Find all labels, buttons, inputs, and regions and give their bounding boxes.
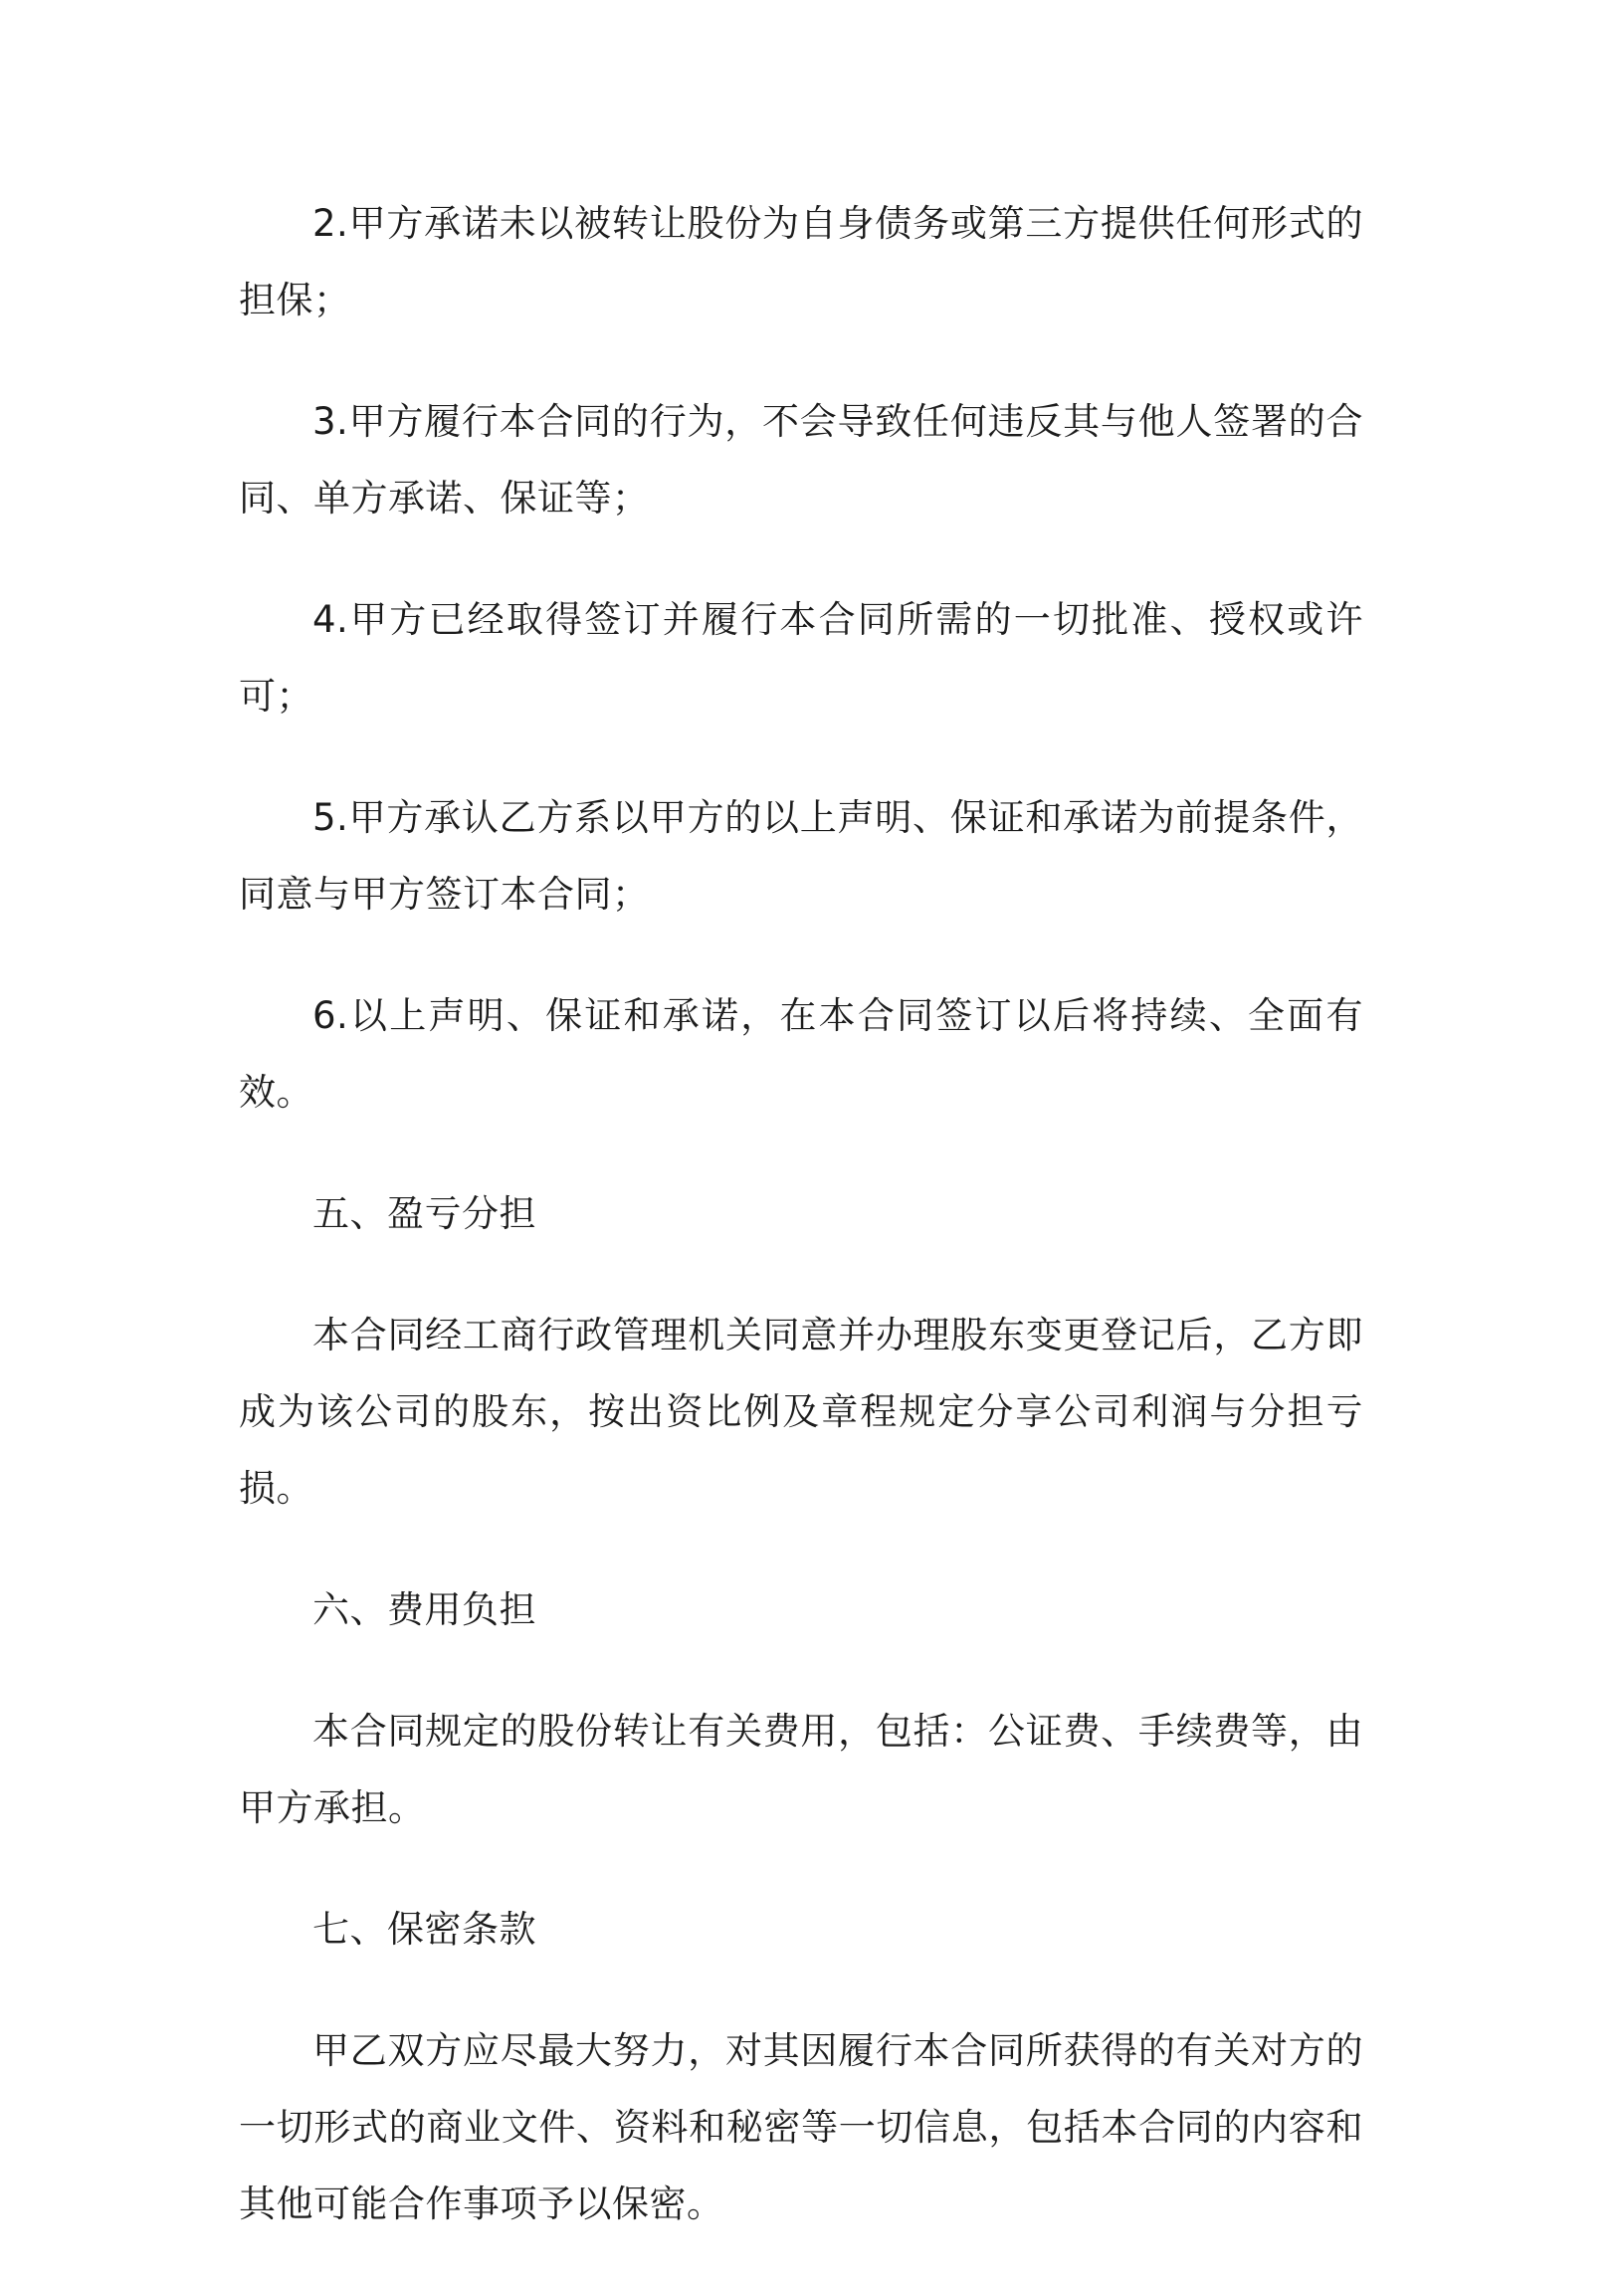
clause-item-2: 2.甲方承诺未以被转让股份为自身债务或第三方提供任何形式的担保； — [239, 202, 1363, 321]
document-body — [239, 185, 1363, 2287]
clause-item-3: 3.甲方履行本合同的行为，不会导致任何违反其与他人签署的合同、单方承诺、保证等； — [239, 400, 1363, 520]
section-body-profit-loss: 本合同经工商行政管理机关同意并办理股东变更登记后，乙方即成为该公司的股东，按出资比例及章程规定分享公司利润与分担亏损。 — [239, 1314, 1363, 1510]
section-body-confidentiality: 甲乙双方应尽最大努力，对其因履行本合同所获得的有关对方的一切形式的商业文件、资料和秘密等一切信息，包括本合同的内容和其他可能合作事项予以保密。 — [239, 2029, 1363, 2225]
clause-item-5: 5.甲方承认乙方系以甲方的以上声明、保证和承诺为前提条件，同意与甲方签订本合同； — [239, 796, 1363, 916]
clause-item-4: 4.甲方已经取得签订并履行本合同所需的一切批准、授权或许可； — [239, 598, 1363, 718]
section-heading-expenses: 六、费用负担 — [312, 1588, 536, 1631]
section-heading-profit-loss: 五、盈亏分担 — [312, 1192, 536, 1235]
clause-item-6: 6.以上声明、保证和承诺，在本合同签订以后将持续、全面有效。 — [239, 994, 1363, 1114]
section-heading-confidentiality: 七、保密条款 — [312, 1908, 536, 1951]
section-body-expenses: 本合同规定的股份转让有关费用，包括：公证费、手续费等，由甲方承担。 — [239, 1710, 1363, 1829]
